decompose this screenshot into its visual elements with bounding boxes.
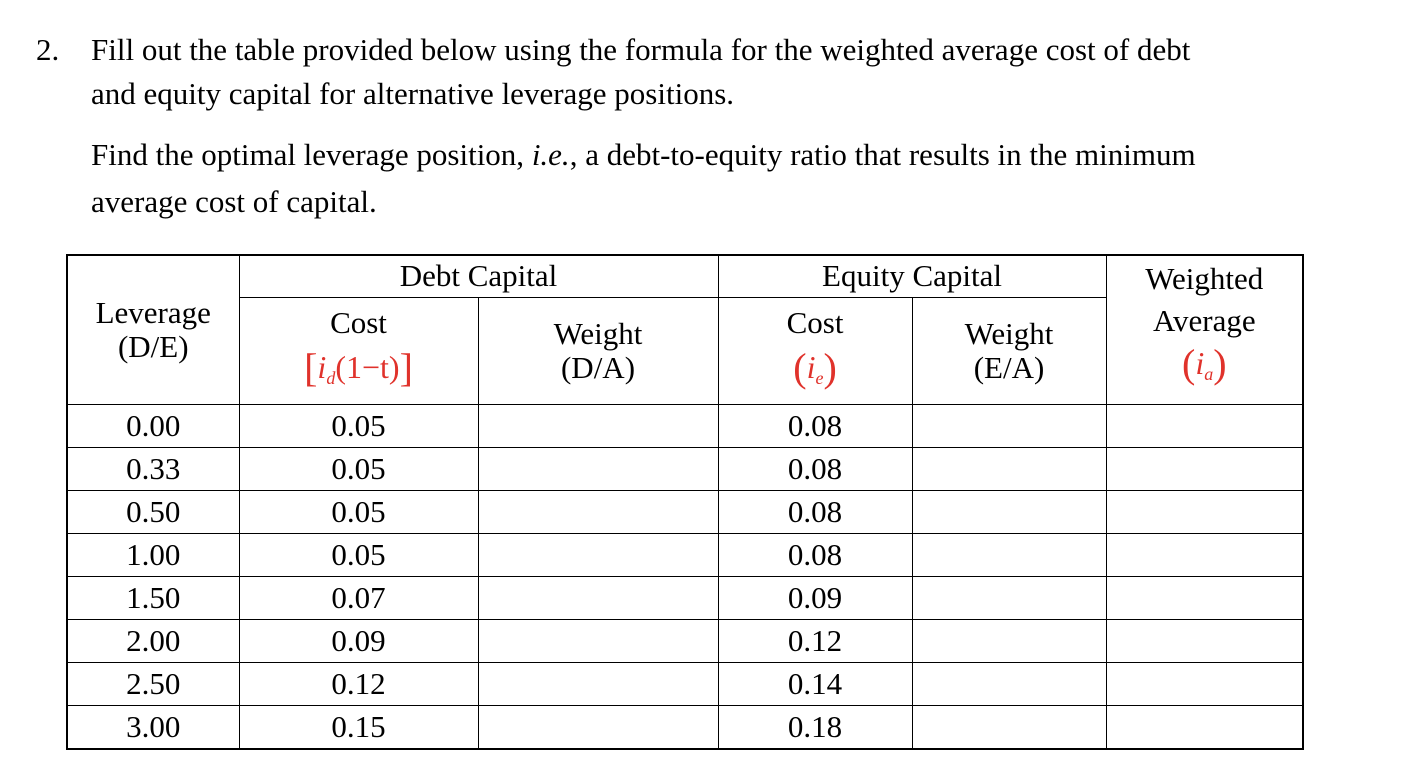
debt-weight-cell[interactable] <box>478 576 718 619</box>
weighted-average-cell[interactable] <box>1106 619 1303 662</box>
equity-cost-formula: $(i_e)$ <box>793 345 837 390</box>
weighted-average-header <box>1106 255 1303 404</box>
debt-cost-cell: 0.09 <box>239 619 478 662</box>
equity-weight-cell[interactable] <box>912 490 1106 533</box>
para2-ie: i.e. <box>531 137 570 172</box>
table-row <box>67 447 1303 490</box>
leverage-cell: 0.00 <box>67 404 239 447</box>
leverage-cell: 2.00 <box>67 619 239 662</box>
weighted-average-cell[interactable] <box>1106 447 1303 490</box>
debt-cost-formula: $[i_d(1-t)]$ <box>304 345 413 390</box>
leverage-cell: 1.50 <box>67 576 239 619</box>
equity-weight-cell[interactable] <box>912 576 1106 619</box>
debt-weight-cell[interactable] <box>478 705 718 749</box>
equity-weight-cell[interactable] <box>912 619 1106 662</box>
weighted-average-cell[interactable] <box>1106 705 1303 749</box>
equity-weight-cell[interactable] <box>912 705 1106 749</box>
weighted-average-cell[interactable] <box>1106 576 1303 619</box>
weighted-header-line-1: Weighted <box>1145 261 1264 296</box>
debt-cost-cell: 0.05 <box>239 533 478 576</box>
debt-capital-header: Debt Capital <box>239 255 718 297</box>
para2-end: , a debt-to-equity ratio that results in the minimum <box>569 137 1196 172</box>
debt-weight-header <box>478 297 718 404</box>
debt-weight-cell[interactable] <box>478 490 718 533</box>
debt-weight-label: Weight <box>553 315 643 351</box>
leverage-cell: 0.50 <box>67 490 239 533</box>
debt-weight-cell[interactable] <box>478 533 718 576</box>
equity-cost-label: Cost <box>786 305 844 340</box>
table-row <box>67 619 1303 662</box>
equity-cost-cell: 0.08 <box>718 447 912 490</box>
equity-cost-cell: 0.18 <box>718 705 912 749</box>
debt-cost-cell: 0.05 <box>239 447 478 490</box>
leverage-cell: 2.50 <box>67 662 239 705</box>
debt-weight-cell[interactable] <box>478 662 718 705</box>
leverage-cell: 3.00 <box>67 705 239 749</box>
debt-cost-header <box>239 297 478 404</box>
weighted-formula: $(i_a)$ <box>1182 341 1227 386</box>
para2-line-2: average cost of capital. <box>91 184 377 219</box>
debt-cost-cell: 0.15 <box>239 705 478 749</box>
equity-cost-cell: 0.08 <box>718 490 912 533</box>
equity-weight-unit: (E/A) <box>973 349 1045 385</box>
debt-weight-unit: (D/A) <box>560 349 636 385</box>
leverage-cell: 0.33 <box>67 447 239 490</box>
question-paragraph-1 <box>91 28 1386 116</box>
equity-cost-cell: 0.08 <box>718 404 912 447</box>
equity-cost-cell: 0.09 <box>718 576 912 619</box>
table-row <box>67 490 1303 533</box>
debt-cost-cell: 0.07 <box>239 576 478 619</box>
equity-weight-cell[interactable] <box>912 447 1106 490</box>
table-row <box>67 662 1303 705</box>
equity-cost-cell: 0.14 <box>718 662 912 705</box>
debt-cost-cell: 0.05 <box>239 404 478 447</box>
equity-capital-header: Equity Capital <box>718 255 1106 297</box>
equity-cost-cell: 0.12 <box>718 619 912 662</box>
debt-cost-label: Cost <box>330 305 387 340</box>
question-line-2: and equity capital for alternative leverage positions. <box>91 76 735 111</box>
weighted-average-cell[interactable] <box>1106 662 1303 705</box>
leverage-cell: 1.00 <box>67 533 239 576</box>
table-row <box>67 533 1303 576</box>
equity-weight-cell[interactable] <box>912 662 1106 705</box>
equity-weight-cell[interactable] <box>912 404 1106 447</box>
equity-weight-label: Weight <box>964 315 1054 351</box>
equity-cost-header <box>718 297 912 404</box>
leverage-header <box>67 255 239 404</box>
debt-cost-cell: 0.12 <box>239 662 478 705</box>
equity-weight-cell[interactable] <box>912 533 1106 576</box>
weighted-average-cell[interactable] <box>1106 490 1303 533</box>
table-row <box>67 404 1303 447</box>
debt-weight-cell[interactable] <box>478 447 718 490</box>
equity-cost-cell: 0.08 <box>718 533 912 576</box>
leverage-header-label: Leverage <box>95 294 211 330</box>
weighted-average-cell[interactable] <box>1106 404 1303 447</box>
table-row <box>67 576 1303 619</box>
equity-weight-header <box>912 297 1106 404</box>
para2-start: Find the optimal leverage position, <box>91 137 532 172</box>
weighted-header-line-2: Average <box>1152 303 1256 338</box>
table-row <box>67 705 1303 749</box>
debt-weight-cell[interactable] <box>478 619 718 662</box>
weighted-average-cell[interactable] <box>1106 533 1303 576</box>
question-paragraph-2 <box>91 131 1386 225</box>
question-line-1: Fill out the table provided below using the formula for the weighted average cost of debt <box>91 32 1191 67</box>
leverage-header-unit: (D/E) <box>117 328 189 364</box>
cost-of-capital-table <box>66 254 1304 750</box>
debt-weight-cell[interactable] <box>478 404 718 447</box>
debt-cost-cell: 0.05 <box>239 490 478 533</box>
question-number: 2. <box>36 32 60 67</box>
